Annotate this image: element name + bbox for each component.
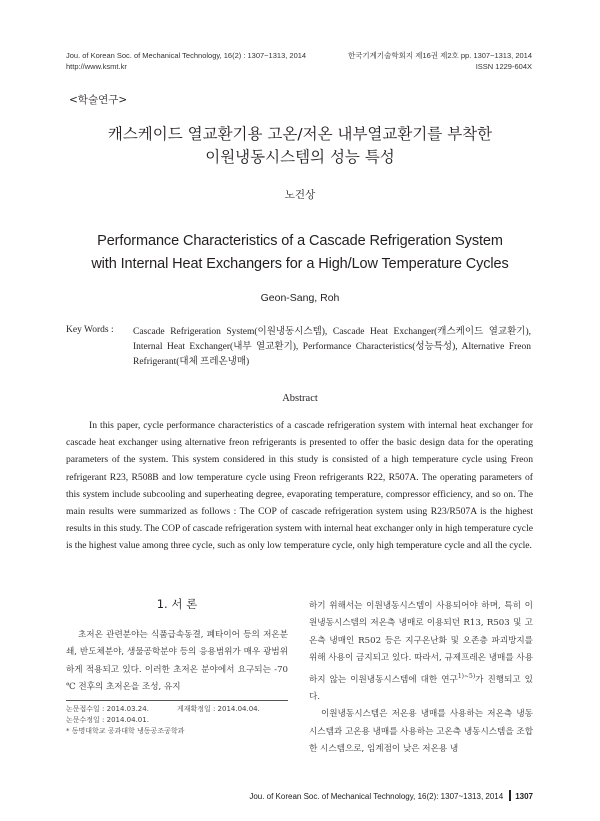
intro-continued-text: 하기 위해서는 이원냉동시스템이 사용되어야 하며, 특히 이원냉동시스템의 저온측 냉매로 이용되던 R13, R503 및 고온측 냉매인 R502 등은 지구온난화 및 오존층 파괴방지를 위해 사용이 금지되고 있다. 따라서, 규제프레온 냉매를 사용하지 않는 이원냉동시스템에 대한 연구 <box>309 601 533 685</box>
intro-continued-end: 가 진행되고 있다. <box>309 674 533 702</box>
footnote-divider <box>66 700 288 701</box>
abstract-body: In this paper, cycle performance characteristics of a cascade refrigeration system with internal heat exchanger for cascade heat exchanger using alternative freon refrigerants is presented to offer the basic design data for the operating parameters of the system. This system considered in this study is consisted of a high temperature cycle using Freon refrigerant R23, R508B and low temperature cycle using Freon refrigerants R22, R507A. The operating parameters of this system include subcooling and superheating degree, evaporating temperature, compressor efficiency, and so on. The main results were summarized as follows : The COP of cascade refrigeration system using R23/R507A is the highest results in this study. The COP of cascade refrigeration system with internal heat exchanger only in high temperature cycle is the highest value among three cycle, such as only low temperature cycle, only high temperature cycle and all the cycle. <box>66 420 533 552</box>
revised-date: 논문수정일 : 2014.04.01. <box>66 716 149 724</box>
footer-separator <box>509 790 511 801</box>
page-footer <box>249 790 533 801</box>
english-title-line-1: Performance Characteristics of a Cascade Refrigeration System <box>97 233 503 249</box>
intro-paragraph-1: 초저온 관련분야는 식품급속동결, 폐타이어 등의 저온분쇄, 반도체분야, 생물공학분야 등의 응용범위가 매우 광범위하게 적용되고 있다. 이러한 초저온 분야에서 요구되는 -70 ℃ 전후의 초저온을 조성, 유지 <box>66 630 288 693</box>
page-number: 1307 <box>515 792 533 801</box>
footnote-dates-line <box>66 704 260 714</box>
intro-paragraph-2: 이원냉동시스템은 저온용 냉매를 사용하는 저온측 냉동시스템과 고온용 냉매를 사용하는 고온측 냉동시스템을 조합한 시스템으로, 임계점이 낮은 저온용 냉 <box>309 709 533 755</box>
journal-citation: Jou. of Korean Soc. of Mechanical Technology, 16(2) : 1307~1313, 2014 <box>66 51 307 60</box>
korean-title <box>0 123 600 169</box>
korean-title-line-1: 캐스케이드 열교환기용 고온/저온 내부열교환기를 부착한 <box>107 125 493 143</box>
english-title-line-2: with Internal Heat Exchangers for a High/Low Temperature Cycles <box>91 256 509 272</box>
accepted-date: 게재확정일 : 2014.04.04. <box>176 705 260 713</box>
english-author: Geon-Sang, Roh <box>260 292 340 304</box>
body-column-right <box>309 598 533 759</box>
running-header-right <box>348 50 532 72</box>
keywords-label: Key Words : <box>66 325 114 335</box>
body-column-left <box>66 627 288 697</box>
abstract-heading: Abstract <box>282 393 318 404</box>
citation-reference[interactable]: 1)~5) <box>457 672 476 680</box>
korean-title-line-2: 이원냉동시스템의 성능 특성 <box>205 148 395 166</box>
keywords-text: Cascade Refrigeration System(이원냉동시스템), Cascade Heat Exchanger(캐스케이드 열교환기), Internal Heat Exchanger(내부 열교환기), Performance Characteristics(성능특성), Alternative Freon Refrigerant(대체 프레온냉매) <box>133 327 531 367</box>
english-title <box>0 230 600 276</box>
journal-citation-korean: 한국기계기술학회지 제16권 제2호 pp. 1307~1313, 2014 <box>347 51 532 60</box>
running-header-left <box>66 50 306 72</box>
article-category: <학술연구> <box>69 94 128 106</box>
received-date: 논문접수일 : 2014.03.24. <box>66 705 149 713</box>
author-affiliation: * 동명대학교 공과대학 냉동공조공학과 <box>66 727 185 735</box>
journal-url[interactable]: http://www.ksmt.kr <box>66 62 127 71</box>
footer-journal-citation: Jou. of Korean Soc. of Mechanical Technology, 16(2): 1307~1313, 2014 <box>249 792 504 801</box>
section-title-introduction: 1. 서 론 <box>156 597 198 611</box>
issn: ISSN 1229-604X <box>475 62 532 71</box>
korean-author: 노건상 <box>284 189 316 201</box>
intro-paragraph-1-continued <box>309 598 533 706</box>
